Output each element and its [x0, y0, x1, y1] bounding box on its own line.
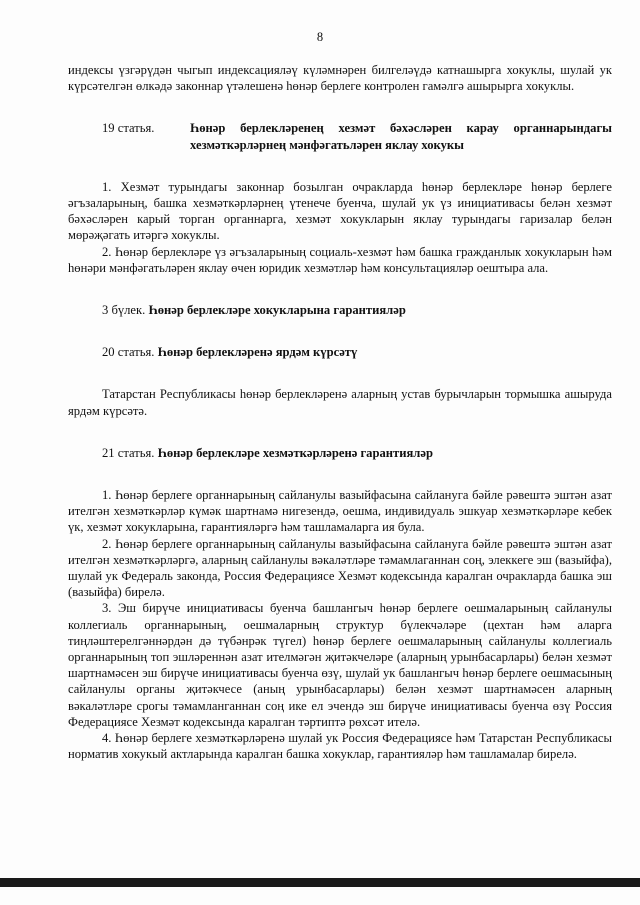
article-21-paragraph-1: 1. Һөнәр берлеге органнарының сайланулы вазыйфасына сайлануга бәйле рәвештә эштән азат ителгән хезмәткәрләр күмәк шартнамә нигезендә, оешма, индивидуаль эшкуар хезмәткәрләре кебек үк, хезмәт хокукларына, гарантияләргә һәм ташламаларга ия була.	[68, 488, 612, 535]
chapter-3-title: Һөнәр берлекләре хокукларына гарантияләр	[148, 303, 406, 318]
article-20-paragraph-1: Татарстан Республикасы һөнәр берлекләренә аларның устав бурычларын тормышка ашыруда ярдәм күрсәтә.	[68, 387, 612, 418]
article-21-paragraph-2: 2. Һөнәр берлеге органнарының сайланулы вазыйфасына сайлануга бәйле рәвештә эштән азат ителгән хезмәткәрләргә, аларның сайланулы вәкаләтләре тәмамлаганнан соң, элеккеге эш (вазыйфа), шулай ук Федераль законда, Россия Федерациясе Хезмәт кодексында каралган очракларда башка эш (вазыйфа) бирелә.	[68, 536, 612, 600]
article-21-title: Һөнәр берлекләре хезмәткәрләренә гарантияләр	[157, 445, 433, 460]
intro-paragraph: индексы үзгәрүдән чыгып индексацияләү күләмнәрен билгеләүдә катнашырга хокуклы, шулай ук күрсәтелгән өлкәдә законнар үтәлешенә һөнәр берлеге контролен гамәлгә ашырырга хокуклы.	[68, 63, 612, 94]
bottom-scan-border	[0, 878, 640, 887]
article-19-title: Һөнәр берлекләренең хезмәт бәхәсләрен карау органнарындагы хезмәткәрләрнең мәнфәгатьләрен яклау хокукы	[190, 121, 612, 152]
article-21-number: 21 статья.	[102, 445, 155, 460]
article-20-number: 20 статья.	[102, 345, 155, 360]
article-19-number: 19 статья.	[102, 121, 155, 136]
article-19-heading	[102, 120, 612, 152]
page-number: 8	[316, 30, 324, 44]
article-21-heading	[102, 445, 612, 461]
page-body	[68, 62, 612, 763]
article-20-heading	[102, 344, 612, 360]
article-19-paragraph-1: 1. Хезмәт турындагы законнар бозылган очракларда һөнәр берлекләре һөнәр берлеге әгъзаларының, башка хезмәткәрләрнең үтенече буенча, шулай ук үз инициативасы белән хезмәт бәхәсләрен карый торган органнарга, хезмәт хокукларын яклау турындагы гаризалар белән мөрәҗәгать итәргә хокуклы.	[68, 179, 612, 243]
chapter-3-number: 3 бүлек.	[102, 303, 146, 318]
article-21-paragraph-4: 4. Һөнәр берлеге хезмәткәрләренә шулай ук Россия Федерациясе һәм Татарстан Республикасы норматив хокукый актларында каралган башка хокуклар, гарантияләр һәм ташламалар бирелә.	[68, 731, 612, 762]
article-21-paragraph-3: 3. Эш бирүче инициативасы буенча башлангыч һөнәр берлеге оешмаларының сайланулы коллегиаль органнарының, оешмаларның структур бүлекчәләре (цехтан һәм аларга тиңләштерелгәннәрдән дә түбәнрәк түгел) һөнәр берлеге оешмаларының сайланулы коллегиаль органнарының топ эшләреннән азат ителмәгән җитәкчеләре (аларның урынбасарлары) белән хезмәт шартнамәсен эш бирүче инициативасы буенча өзү, шулай ук башлангыч һөнәр берлеге оешмасының сайланулы органы җитәкчесе (аның урынбасарлары) белән хезмәт шартнамәсен аларның вәкаләтләре срогы тәмамланганнан соң ике ел эчендә эш бирүче инициативасы буенча өзү Россия Федерациясе Хезмәт кодексында каралган тәртиптә рөхсәт ителә.	[68, 601, 612, 729]
chapter-3-heading	[102, 302, 612, 318]
article-19-paragraph-2: 2. Һөнәр берлекләре үз әгъзаларының социаль-хезмәт һәм башка гражданлык хокукларын һәм һөнәри мәнфәгатьләрен яклау өчен юридик хезмәтләр һәм консультацияләр оештыра ала.	[68, 244, 612, 275]
article-20-title: Һөнәр берлекләренә ярдәм күрсәтү	[157, 345, 358, 360]
